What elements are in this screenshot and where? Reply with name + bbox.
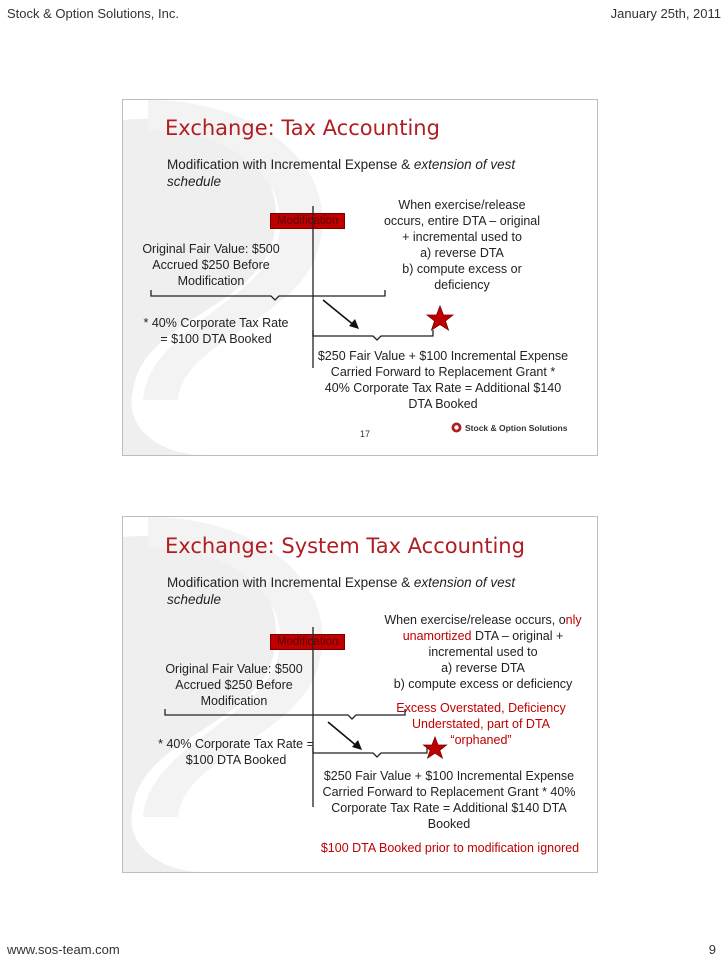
header-date: January 25th, 2011 xyxy=(610,6,721,21)
star-icon xyxy=(427,306,453,330)
arrow-head xyxy=(349,319,359,329)
original-fair-value-note: Original Fair Value: $500 Accrued $250 Before Modification xyxy=(142,242,280,288)
modification-label: Modification xyxy=(270,213,345,229)
exercise-release-note: When exercise/release occurs, entire DTA – original + incremental used to a) reverse DTA b) compute excess or deficiency xyxy=(383,198,541,292)
timeline-diagram xyxy=(123,100,597,455)
header-company: Stock & Option Solutions, Inc. xyxy=(7,6,179,21)
company-logo: Stock & Option Solutions xyxy=(451,422,567,433)
modification-label: Modification xyxy=(270,634,345,650)
footer-page-number: 9 xyxy=(708,942,716,957)
slide-title: Exchange: System Tax Accounting xyxy=(165,534,525,558)
accrued-brace xyxy=(165,709,405,719)
slide-page-number: 17 xyxy=(360,429,371,439)
incremental-brace xyxy=(313,747,427,757)
fair-value-carryforward-note: $250 Fair Value + $100 Incremental Expense Carried Forward to Replacement Grant * 40% Corporate Tax Rate = Additional $140 DTA Booked xyxy=(317,349,569,411)
exercise-release-note: When exercise/release occurs, only unamortized DTA – original + incremental used to a) reverse DTA b) compute excess or deficiency xyxy=(384,613,582,691)
accrued-brace xyxy=(151,290,385,300)
arrow-line xyxy=(328,722,358,747)
slide-subtitle: Modification with Incremental Expense & extension of vest schedule xyxy=(167,575,516,607)
star-icon xyxy=(424,737,447,758)
footer-website: www.sos-team.com xyxy=(7,942,120,957)
arrow-line xyxy=(323,300,355,326)
slide-subtitle: Modification with Incremental Expense & extension of vest schedule xyxy=(167,157,516,189)
logo-mark-icon xyxy=(451,422,462,433)
excess-deficiency-note: Excess Overstated, Deficiency Understated, part of DTA “orphaned” xyxy=(396,701,566,747)
slide-title: Exchange: Tax Accounting xyxy=(165,116,440,140)
fair-value-carryforward-note: $250 Fair Value + $100 Incremental Expense Carried Forward to Replacement Grant * 40% Corporate Tax Rate = Additional $140 DTA Booked xyxy=(322,769,576,831)
tax-rate-note: * 40% Corporate Tax Rate = $100 DTA Booked xyxy=(143,316,289,346)
slide-tax-accounting xyxy=(122,99,598,456)
timeline-diagram xyxy=(123,517,597,872)
ignored-dta-note: $100 DTA Booked prior to modification ignored xyxy=(320,841,580,855)
slide-system-tax-accounting xyxy=(122,516,598,873)
arrow-head xyxy=(352,740,362,750)
tax-rate-note: * 40% Corporate Tax Rate = $100 DTA Booked xyxy=(158,737,314,767)
original-fair-value-note: Original Fair Value: $500 Accrued $250 Before Modification xyxy=(165,662,303,708)
incremental-brace xyxy=(313,330,433,340)
